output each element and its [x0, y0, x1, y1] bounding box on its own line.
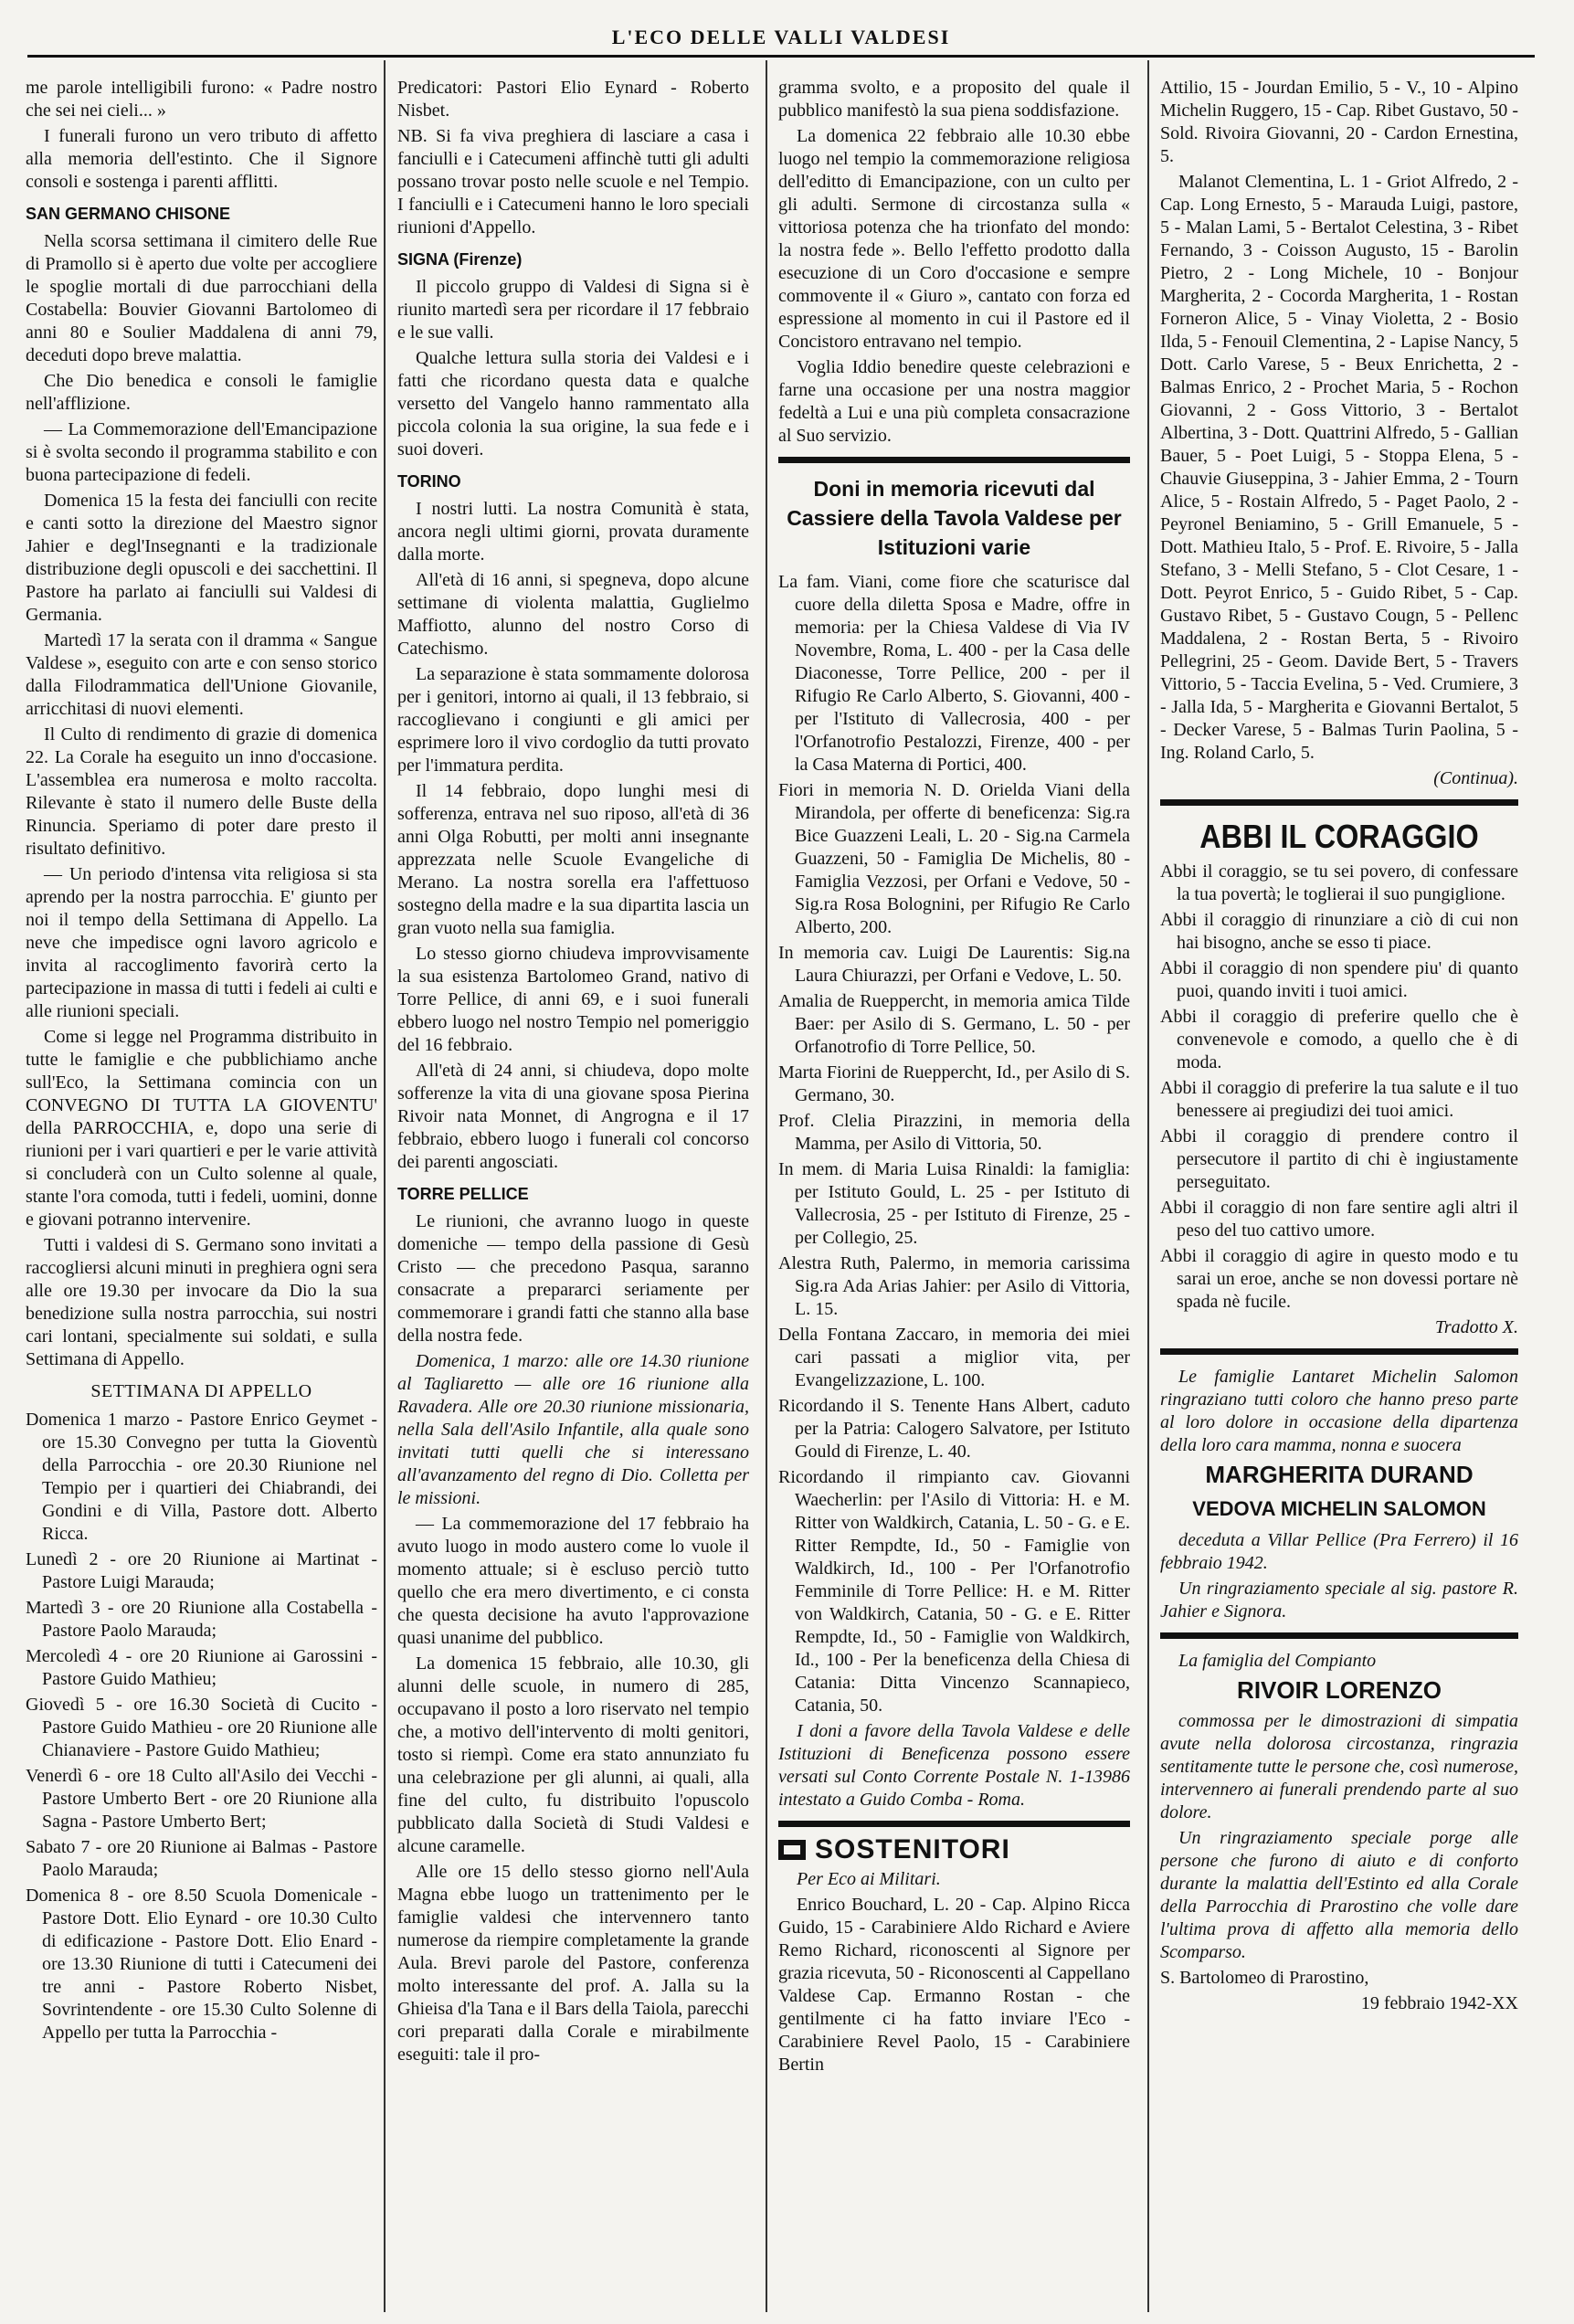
- durand-thanks: Un ringraziamento speciale al sig. pastore R. Jahier e Signora.: [1160, 1579, 1518, 1622]
- donation-item: Fiori in memoria N. D. Orielda Viani della Mirandola, per offerte di beneficenza: Sig.ra Bice Guazzeni Leali, L. 20 - Sig.na Carmela Guazzeni, 50 - Famiglia De Michelis, 80 - Famiglia Vezzosi, per Orfani e Vedove, 50 - Sig.ra Rosa Bolognini, per Rifugio Re Carlo Alberto, 200.: [778, 780, 1130, 937]
- article-text: Martedì 17 la serata con il dramma « Sangue Valdese », eseguito con arte e con senso storico dalla Filodrammatica dell'Unione Giovanile, arricchitasi di nuovi elementi.: [26, 630, 377, 719]
- schedule-item: Domenica 1 marzo - Pastore Enrico Geymet - ore 15.30 Convegno per tutta la Gioventù della Parrocchia - ore 20.30 Riunione nel Tempio per i quartieri dei Chiabrandi, dei Gondini e di Villa, Pastore dott. Alberto Ricca.: [26, 1410, 377, 1544]
- schedule-item: Domenica 8 - ore 8.50 Scuola Domenicale - Pastore Dott. Elio Eynard - ore 10.30 Culto di edificazione - Pastore Dott. Elio Enard - ore 13.30 Riunione di tutti i Catecumeni dei tre anni - Pastore Roberto Nisbet, Sovrintendente - ore 15.30 Culto Solenne di Appello per tutta la Parrocchia -: [26, 1886, 377, 2043]
- section-heading-settimana: SETTIMANA DI APPELLO: [90, 1381, 312, 1401]
- section-heading-san-germano: SAN GERMANO CHISONE: [26, 205, 231, 223]
- rivoir-place: S. Bartolomeo di Prarostino,: [1160, 1968, 1369, 1988]
- coraggio-signature: Tradotto X.: [1434, 1317, 1518, 1337]
- durand-sub: VEDOVA MICHELIN SALOMON: [1192, 1497, 1486, 1520]
- rivoir-name: RIVOIR LORENZO: [1237, 1676, 1442, 1704]
- schedule-item: Martedì 3 - ore 20 Riunione alla Costabella - Pastore Paolo Marauda;: [26, 1598, 377, 1641]
- section-heading-torre-pellice: TORRE PELLICE: [397, 1185, 529, 1203]
- schedule-item: Mercoledì 4 - ore 20 Riunione ai Garossini - Pastore Guido Mathieu;: [26, 1646, 377, 1689]
- donation-item: Ricordando il rimpianto cav. Giovanni Waecherlin: per l'Asilo di Vittoria: H. e M. Ritter von Waldkirch, Catania, L. 50 - G. e E. Ritter Rempdte, Id., 50 - Famiglie von Waldkirch, Id., 100 - Per l'Orfanotrofio Femminile di Torre Pellice: H. e M. Ritter von Waldkirch, Catania, 50 - G. e E. Ritter Rempdte, Id., 50 - Famiglie von Waldkirch, Id., 100 - Per la beneficenza della Chiesa di Catania: Ditta Vincenzo Scannapieco, Catania, 50.: [778, 1467, 1130, 1716]
- article-text: Voglia Iddio benedire queste celebrazioni e farne una occasione per una nostra maggior fedeltà a Lui e una più completa consacrazione al Suo servizio.: [778, 357, 1130, 446]
- column-1: [26, 77, 377, 2310]
- article-text: Predicatori: Pastori Elio Eynard - Roberto Nisbet.: [397, 78, 749, 121]
- rivoir-text: commossa per le dimostrazioni di simpatia avute nella dolorosa circostanza, ringrazia sentitamente tutte le persone che, così numerose, intervennero ai funerali prendendo parte al suo dolore.: [1160, 1711, 1518, 1822]
- coraggio-line: Abbi il coraggio, se tu sei povero, di confessare la tua povertà; le toglierai il suo pungiglione.: [1160, 861, 1518, 904]
- article-text: Il 14 febbraio, dopo lunghi mesi di sofferenza, entrava nel suo riposo, all'età di 36 anni Olga Robutti, per molti anni insegnante apprezzata nelle Scuole Evangeliche di Merano. La nostra sorella era l'affettuoso sostegno della madre e la sua dipartita lascia un gran vuoto nella sua famiglia.: [397, 781, 749, 938]
- article-text: Domenica, 1 marzo: alle ore 14.30 riunione al Tagliaretto — alle ore 16 riunione alla Ravadera. Alle ore 20.30 riunione missionaria, nella Sala dell'Asilo Infantile, alla quale sono invitati tutti quelli che si interessano all'avanzamento del regno di Dio. Colletta per le missioni.: [397, 1351, 749, 1508]
- envelope-icon: [778, 1840, 806, 1860]
- masthead: L'ECO DELLE VALLI VALDESI: [611, 26, 951, 48]
- section-rule: [778, 457, 1130, 463]
- coraggio-line: Abbi il coraggio di prendere contro il persecutore il partito di chi è ingiustamente perseguitato.: [1160, 1126, 1518, 1192]
- schedule-item: Giovedì 5 - ore 16.30 Società di Cucito - Pastore Guido Mathieu - ore 20 Riunione alle Chianaviere - Pastore Guido Mathieu;: [26, 1695, 377, 1760]
- coraggio-line: Abbi il coraggio di non spendere piu' di quanto puoi, quando inviti i tuoi amici.: [1160, 958, 1518, 1001]
- donation-item: Prof. Clelia Pirazzini, in memoria della Mamma, per Asilo di Vittoria, 50.: [778, 1111, 1130, 1154]
- article-text: — La Commemorazione dell'Emancipazione si è svolta secondo il programma stabilito e con buona partecipazione di fedeli.: [26, 419, 377, 485]
- rivoir-date: 19 febbraio 1942-XX: [1360, 1993, 1518, 2013]
- durand-intro: Le famiglie Lantaret Michelin Salomon ringraziano tutti coloro che hanno preso parte al loro dolore in occasione della dipartenza della loro cara mamma, nonna e suocera: [1160, 1367, 1518, 1455]
- section-heading-sostenitori: SOSTENITORI: [815, 1834, 1010, 1864]
- donation-item: Della Fontana Zaccaro, in memoria dei miei cari passati a miglior vita, per Evangelizzazione, L. 100.: [778, 1325, 1130, 1390]
- article-text: I funerali furono un vero tributo di affetto alla memoria dell'estinto. Che il Signore consoli e sostenga i parenti afflitti.: [26, 126, 377, 192]
- donation-item: Ricordando il S. Tenente Hans Albert, caduto per la Patria: Calogero Salvatore, per Istituto Gould di Firenze, L. 40.: [778, 1396, 1130, 1462]
- article-text: I nostri lutti. La nostra Comunità è stata, ancora negli ultimi giorni, provata duramente dalla morte.: [397, 499, 749, 565]
- coraggio-line: Abbi il coraggio di non fare sentire agli altri il peso del tuo cattivo umore.: [1160, 1198, 1518, 1241]
- article-text: me parole intelligibili furono: « Padre nostro che sei nei cieli... »: [26, 78, 377, 121]
- section-rule: [1160, 1348, 1518, 1355]
- section-heading-signa: SIGNA (Firenze): [397, 250, 523, 269]
- sostenitori-subheading: Per Eco ai Militari.: [797, 1869, 941, 1889]
- article-text: Tutti i valdesi di S. Germano sono invitati a raccogliersi alcuni minuti in preghiera ogni sera alle ore 19.30 per invocare da Dio la sua benedizione sulla nostra parrocchia, sui nostri cari lontani, specialmente sui soldati, e sulla Settimana di Appello.: [26, 1235, 377, 1369]
- sostenitori-list: Attilio, 15 - Jourdan Emilio, 5 - V., 10 - Alpino Michelin Ruggero, 15 - Cap. Ribet Gustavo, 50 - Sold. Rivoira Giovanni, 20 - Cardon Ernestina, 5.: [1160, 78, 1518, 166]
- donation-item: Amalia de Rueppercht, in memoria amica Tilde Baer: per Asilo di S. Germano, L. 50 - per Orfanotrofio di Torre Pellice, 50.: [778, 991, 1130, 1057]
- article-text: Domenica 15 la festa dei fanciulli con recite e canti sotto la direzione del Maestro signor Jahier e degl'Insegnanti e la tradizionale distribuzione degli opuscoli e dei sacchettini. Il Pastore ha parlato ai fanciulli sui Valdesi di Germania.: [26, 491, 377, 625]
- donation-note: I doni a favore della Tavola Valdese e delle Istituzioni di Beneficenza possono essere versati sul Conto Corrente Postale N. 1-13986 intestato a Guido Comba - Roma.: [778, 1721, 1130, 1810]
- donation-item: In memoria cav. Luigi De Laurentis: Sig.na Laura Chiurazzi, per Orfani e Vedove, L. 50.: [778, 943, 1130, 986]
- durand-name: MARGHERITA DURAND: [1205, 1461, 1474, 1488]
- section-rule: [1160, 799, 1518, 806]
- coraggio-line: Abbi il coraggio di preferire la tua salute e il tuo benessere ai pregiudizi dei tuoi amici.: [1160, 1078, 1518, 1121]
- article-text: gramma svolto, e a proposito del quale il pubblico manifestò la sua piena soddisfazione.: [778, 78, 1130, 121]
- sostenitori-header: [778, 1834, 1130, 1864]
- coraggio-line: Abbi il coraggio di rinunziare a ciò di cui non hai bisogno, anche se esso ti piace.: [1160, 910, 1518, 953]
- article-text: — Un periodo d'intensa vita religiosa si sta aprendo per la nostra parrocchia. E' giunto per noi il tempo della Settimana di Appello. La neve che impedisce ogni lavoro agricolo e invita al raccoglimento favorirà certo la partecipazione in massa di tutti i fedeli ai culti e alle riunioni speciali.: [26, 864, 377, 1021]
- column-3: [778, 77, 1130, 2310]
- durand-details: deceduta a Villar Pellice (Pra Ferrero) il 16 febbraio 1942.: [1160, 1530, 1518, 1573]
- sostenitori-list: Enrico Bouchard, L. 20 - Cap. Alpino Ricca Guido, 15 - Carabiniere Aldo Richard e Aviere Remo Richard, riconoscenti al Signore per grazia ricevuta, 50 - Riconoscenti al Cappellano Valdese Cap. Ermanno Rostan - che gentilmente ci ha fatto inviare l'Eco - Carabiniere Revel Paolo, 15 - Carabiniere Bertin: [778, 1895, 1130, 2075]
- article-text: La separazione è stata sommamente dolorosa per i genitori, intorno ai quali, il 13 febbraio, si raccoglievano i congiunti e gli amici per esprimere loro il vivo cordoglio da tutti provato per l'immatura perdita.: [397, 664, 749, 776]
- article-text: — La commemorazione del 17 febbraio ha avuto luogo in modo austero come lo vuole il momento attuale; si è escluso perciò tutto quello che era mero divertimento, e ci consta che questa decisione ha avuto l'approvazione quasi unanime del pubblico.: [397, 1514, 749, 1648]
- donation-item: La fam. Viani, come fiore che scaturisce dal cuore della diletta Sposa e Madre, offre in memoria: per la Chiesa Valdese di Via IV Novembre, Roma, L. 400 - per la Casa delle Diaconesse, Torre Pellice, 200 - per il Rifugio Re Carlo Alberto, S. Giovanni, 400 - per l'Istituto di Vallecrosia, 400 - per l'Orfanotrofio Pestalozzi, Firenze, 400 - per la Casa Materna di Portici, 400.: [778, 572, 1130, 775]
- column-divider: [1147, 60, 1149, 2312]
- coraggio-line: Abbi il coraggio di agire in questo modo e tu sarai un eroe, anche se non dovessi portare nè spada nè fucile.: [1160, 1246, 1518, 1312]
- coraggio-heading: ABBI IL CORAGGIO: [1199, 818, 1479, 855]
- article-text: Le riunioni, che avranno luogo in queste domeniche — tempo della passione di Gesù Cristo — che precedono Pasqua, saranno consacrate a prepararci seriamente per commemorare i grandi fatti che stanno alla base della nostra fede.: [397, 1211, 749, 1346]
- article-text: Come si legge nel Programma distribuito in tutte le famiglie e che pubblichiamo anche sull'Eco, la Settimana comincia con un CONVEGNO DI TUTTA LA GIOVENTU' della PARROCCHIA, e, dopo una serie di riunioni per i vari quartieri e per le varie attività si concluderà con un Culto solenne al quale, stante l'ora comoda, tutti i fedeli, uomini, donne e giovani potranno intervenire.: [26, 1027, 377, 1230]
- sostenitori-list: Malanot Clementina, L. 1 - Griot Alfredo, 2 - Cap. Long Ernesto, 5 - Marauda Luigi, pastore, 5 - Malan Lami, 5 - Bertalot Celestina, 3 - Ribet Fernando, 3 - Coisson Augusto, 15 - Barolin Pietro, 2 - Long Michele, 10 - Bonjour Margherita, 2 - Cocorda Margherita, 1 - Rostan Forneron Alice, 5 - Vinay Violetta, 2 - Bosio Ilda, 5 - Fenouil Clementina, 2 - Lapise Nancy, 5 Dott. Carlo Varese, 5 - Beux Enrichetta, 2 - Balmas Enrico, 2 - Prochet Maria, 5 - Rochon Giovanni, 2 - Goss Vittorio, 3 - Bertalot Albertina, 3 - Dott. Quattrini Alfredo, 5 - Gallian Bauer, 5 - Poet Luigi, 5 - Stoppa Elena, 5 - Chauvie Giuseppina, 3 - Jahier Emma, 2 - Tourn Alice, 5 - Rostain Alfredo, 5 - Paget Paolo, 2 - Peyronel Beniamino, 5 - Grill Emanuele, 5 - Dott. Mathieu Italo, 5 - Prof. E. Rivoire, 5 - Jalla Stefano, 3 - Melli Stefano, 5 - Clot Cesare, 1 - Dott. Peyrot Enrico, 5 - Guido Ribet, 5 - Cap. Gustavo Ribet, 5 - Gustavo Cougn, 5 - Pellenc Maddalena, 2 - Rostan Berta, 5 - Rivoiro Pellegrini, 25 - Geom. Davide Bert, 5 - Travers Vittorio, 5 - Taccia Evelina, 5 - Ved. Crumiere, 3 - Jalla Ida, 5 - Margherita e Giovanni Bertalot, 5 - Decker Varese, 5 - Balmas Turin Paolina, 5 - Ing. Roland Carlo, 5.: [1160, 172, 1518, 763]
- article-text: NB. Si fa viva preghiera di lasciare a casa i fanciulli e i Catecumeni affinchè tutti gli adulti possano trovar posto nelle scuole e nel Tempio. I fanciulli e i Catecumeni hanno le loro speciali riunioni d'Appello.: [397, 126, 749, 238]
- article-text: La domenica 22 febbraio alle 10.30 ebbe luogo nel tempio la commemorazione religiosa dell'editto di Emancipazione, con un culto per gli adulti. Sermone di circostanza sulla « vittoriosa potenza che ha trionfato del mondo: la nostra fede ». Bello l'effetto prodotto dalla esecuzione di un Coro d'occasione e sempre commovente il « Giuro », cantato con forza ed espressione al momento in cui il Pastore ed il Concistoro entravano nel tempio.: [778, 126, 1130, 352]
- section-rule: [778, 1821, 1130, 1827]
- article-text: Qualche lettura sulla storia dei Valdesi e i fatti che ricordano questa data e qualche versetto del Vangelo hanno rammentato alla piccola colonia la sua origine, la sua fede e i suoi doveri.: [397, 348, 749, 460]
- column-divider: [384, 60, 386, 2312]
- article-text: La domenica 15 febbraio, alle 10.30, gli alunni delle scuole, in numero di 285, occupavano il posto a loro riservato nel tempio che, a motivo dell'intervento di molti genitori, tosto si riempì. Come era stato annunziato fu una celebrazione per gli alunni, ai quali, alla fine del culto, fu distribuito l'opuscolo pubblicato dalla Società di Studi Valdesi e alcune caramelle.: [397, 1653, 749, 1856]
- donation-item: Alestra Ruth, Palermo, in memoria carissima Sig.ra Ada Arias Jahier: per Asilo di Vittoria, L. 15.: [778, 1253, 1130, 1319]
- article-text: Il piccolo gruppo di Valdesi di Signa si è riunito martedì sera per ricordare il 17 febbraio e le sue valli.: [397, 277, 749, 343]
- column-divider: [766, 60, 767, 2312]
- schedule-item: Lunedì 2 - ore 20 Riunione ai Martinat - Pastore Luigi Marauda;: [26, 1549, 377, 1592]
- article-text: Che Dio benedica e consoli le famiglie nell'afflizione.: [26, 371, 377, 414]
- article-text: All'età di 24 anni, si chiudeva, dopo molte sofferenze la vita di una giovane sposa Pierina Rivoir nata Monnet, di Angrogna e il 17 febbraio, ebbero luogo i funerali col concorso dei parenti angosciati.: [397, 1061, 749, 1172]
- continua-note: (Continua).: [1433, 768, 1518, 788]
- rivoir-text: Un ringraziamento speciale porge alle persone che furono di aiuto e di conforto durante la malattia dell'Estinto ed alla Corale della Parrocchia di Prarostino che volle dare l'ultima prova di affetto alla memoria dello Scomparso.: [1160, 1828, 1518, 1962]
- column-2: [397, 77, 749, 2310]
- donation-item: Marta Fiorini de Rueppercht, Id., per Asilo di S. Germano, 30.: [778, 1062, 1130, 1105]
- article-text: Il Culto di rendimento di grazie di domenica 22. La Corale ha eseguito un inno d'occasione. L'assemblea era numerosa e molto raccolta. Rilevante è stato il numero delle Buste della Rinuncia. Speriamo di poter dare presto il risultato definitivo.: [26, 724, 377, 859]
- coraggio-line: Abbi il coraggio di preferire quello che è convenevole e comodo, a quello che è di moda.: [1160, 1007, 1518, 1072]
- article-text: Alle ore 15 dello stesso giorno nell'Aula Magna ebbe luogo un trattenimento per le famiglie valdesi che intervennero tanto numerose da riempire completamente la grande Aula. Brevi parole del Pastore, conferenza molto interessante del prof. A. Jalla su la Ghieisa d'la Tana e il Bars della Taiola, parecchi cori preparati dalla Corale e mirabilmente eseguiti: tale il pro-: [397, 1862, 749, 2065]
- donation-item: In mem. di Maria Luisa Rinaldi: la famiglia: per Istituto Gould, L. 25 - per Istituto di Vallecrosia, 25 - per Istituto di Firenze, 25 - per Collegio, 25.: [778, 1159, 1130, 1248]
- article-text: All'età di 16 anni, si spegneva, dopo alcune settimane di violenta malattia, Guglielmo Maffiotto, alunno del nostro Corso di Catechismo.: [397, 570, 749, 659]
- article-text: Lo stesso giorno chiudeva improvvisamente la sua esistenza Bartolomeo Grand, nativo di Torre Pellice, di anni 69, e i suoi funerali ebbero luogo nel nostro Tempio nel pomeriggio del 16 febbraio.: [397, 944, 749, 1055]
- column-4: [1160, 77, 1518, 2310]
- section-heading-torino: TORINO: [397, 472, 461, 491]
- header-rule: [27, 55, 1535, 58]
- schedule-item: Sabato 7 - ore 20 Riunione ai Balmas - Pastore Paolo Marauda;: [26, 1837, 377, 1880]
- rivoir-intro: La famiglia del Compianto: [1178, 1651, 1377, 1671]
- schedule-item: Venerdì 6 - ore 18 Culto all'Asilo dei Vecchi - Pastore Umberto Bert - ore 20 Riunione alla Sagna - Pastore Umberto Bert;: [26, 1766, 377, 1832]
- article-text: Nella scorsa settimana il cimitero delle Rue di Pramollo si è aperto due volte per accogliere le spoglie mortali di due parrocchiani della Costabella: Bouvier Giovanni Bartolomeo di anni 80 e Soulier Maddalena di anni 79, deceduti dopo breve malattia.: [26, 231, 377, 365]
- section-rule: [1160, 1632, 1518, 1639]
- section-heading-doni: Doni in memoria ricevuti dal Cassiere della Tavola Valdese per Istituzioni varie: [787, 477, 1122, 559]
